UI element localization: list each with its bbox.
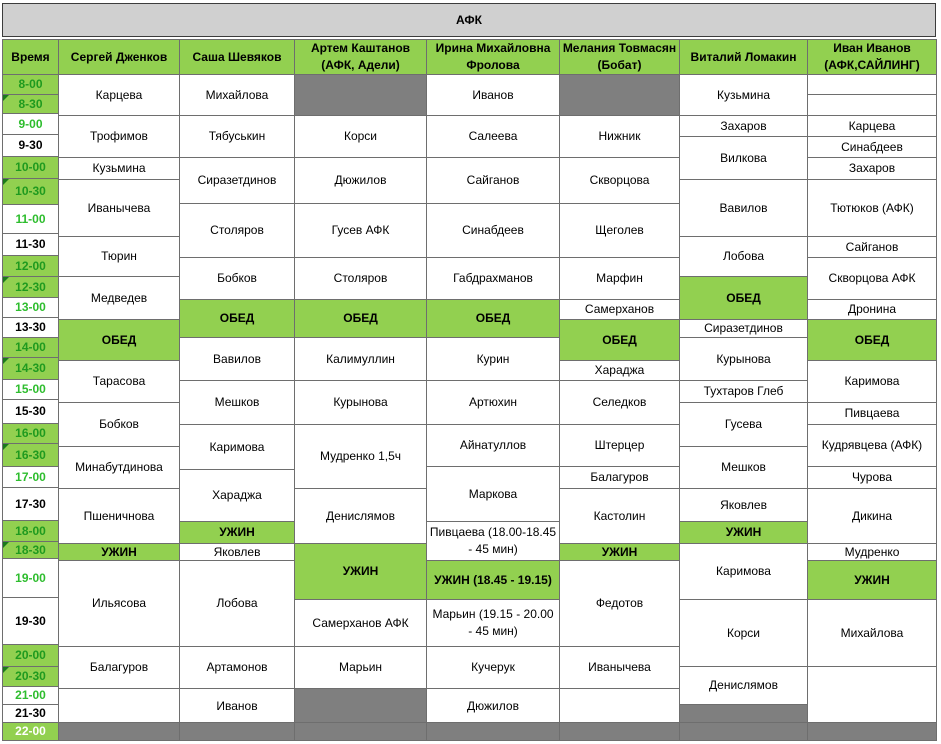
time-slot[interactable]: 21-00 xyxy=(2,686,59,705)
closing-row-cell[interactable] xyxy=(679,722,808,741)
session-cell[interactable]: Хараджа xyxy=(559,360,680,381)
session-cell[interactable]: Денислямов xyxy=(679,666,808,705)
cell-marker-icon xyxy=(3,95,9,101)
closing-row-cell[interactable] xyxy=(58,722,180,741)
session-cell[interactable]: Самерханов xyxy=(559,299,680,320)
session-cell[interactable]: Медведев xyxy=(58,276,180,320)
break-cell[interactable]: УЖИН xyxy=(294,543,427,600)
session-cell[interactable]: Марьин (19.15 - 20.00 - 45 мин) xyxy=(426,599,560,647)
time-slot[interactable]: 22-00 xyxy=(2,722,59,741)
session-cell[interactable]: Курин xyxy=(426,337,560,381)
time-slot[interactable]: 11-00 xyxy=(2,204,59,234)
column-header-7[interactable]: Иван Иванов (АФК,САЙЛИНГ) xyxy=(807,39,937,75)
session-cell[interactable]: Балагуров xyxy=(58,646,180,689)
session-cell[interactable]: Иванычева xyxy=(58,179,180,237)
time-slot[interactable]: 18-30 xyxy=(2,541,59,559)
session-cell[interactable]: Лобова xyxy=(179,560,295,647)
time-slot[interactable]: 21-30 xyxy=(2,704,59,723)
break-cell[interactable]: УЖИН xyxy=(807,560,937,600)
session-cell[interactable]: Иванов xyxy=(179,688,295,725)
session-cell[interactable]: Вавилов xyxy=(679,179,808,237)
session-cell[interactable]: Мешков xyxy=(179,380,295,425)
session-cell[interactable]: Вавилов xyxy=(179,337,295,381)
time-slot[interactable]: 14-30 xyxy=(2,357,59,380)
time-slot[interactable]: 12-30 xyxy=(2,276,59,298)
session-cell[interactable]: Тютюков (АФК) xyxy=(807,179,937,237)
session-cell[interactable]: Пшеничнова xyxy=(58,488,180,544)
sheet-title[interactable]: АФК xyxy=(2,3,936,37)
break-cell[interactable]: ОБЕД xyxy=(294,299,427,338)
cell-marker-icon xyxy=(3,277,9,283)
session-cell[interactable]: Маркова xyxy=(426,466,560,522)
column-header-4[interactable]: Ирина Михайловна Фролова xyxy=(426,39,560,75)
closing-row-cell[interactable] xyxy=(426,722,560,741)
session-cell[interactable]: Каримова xyxy=(679,543,808,600)
column-header-5[interactable]: Мелания Товмасян (Бобат) xyxy=(559,39,680,75)
session-cell[interactable]: Калимуллин xyxy=(294,337,427,381)
time-slot[interactable]: 19-00 xyxy=(2,558,59,598)
time-slot[interactable]: 12-00 xyxy=(2,255,59,277)
session-cell[interactable]: Карцева xyxy=(807,115,937,137)
session-cell[interactable]: Федотов xyxy=(559,560,680,647)
closing-row-cell[interactable] xyxy=(559,722,680,741)
empty-cell[interactable] xyxy=(807,94,937,116)
session-cell[interactable]: Мешков xyxy=(679,446,808,489)
session-cell[interactable]: Кузьмина xyxy=(58,157,180,180)
session-cell[interactable]: Дюжилов xyxy=(294,157,427,204)
session-cell[interactable]: Артюхин xyxy=(426,380,560,425)
closing-row-cell[interactable] xyxy=(294,722,427,741)
session-cell[interactable]: Курынова xyxy=(679,337,808,381)
session-cell[interactable]: Дронина xyxy=(807,299,937,320)
session-cell[interactable]: Иванычева xyxy=(559,646,680,689)
session-cell[interactable]: Синабдеев xyxy=(426,203,560,258)
session-cell[interactable]: Яковлев xyxy=(679,488,808,522)
cell-marker-icon xyxy=(3,444,9,450)
session-cell[interactable]: Трофимов xyxy=(58,115,180,158)
session-cell[interactable]: Балагуров xyxy=(559,466,680,489)
time-slot[interactable]: 17-30 xyxy=(2,487,59,521)
session-cell[interactable]: Тарасова xyxy=(58,360,180,403)
break-cell[interactable]: ОБЕД xyxy=(559,319,680,361)
column-header-3[interactable]: Артем Каштанов (АФК, Адели) xyxy=(294,39,427,75)
session-cell[interactable]: Бобков xyxy=(179,257,295,300)
session-cell[interactable]: Тухтаров Глеб xyxy=(679,380,808,403)
cell-marker-icon xyxy=(3,667,9,673)
session-cell[interactable]: Яковлев xyxy=(179,543,295,561)
time-column-header[interactable]: Время xyxy=(2,39,59,75)
session-cell[interactable]: Ильясова xyxy=(58,560,180,647)
session-cell[interactable]: Салеева xyxy=(426,115,560,158)
session-cell[interactable]: Сайганов xyxy=(426,157,560,204)
session-cell[interactable]: Лобова xyxy=(679,236,808,277)
session-cell[interactable]: Синабдеев xyxy=(807,136,937,158)
session-cell[interactable]: Тябуськин xyxy=(179,115,295,158)
time-slot[interactable]: 20-00 xyxy=(2,644,59,667)
session-cell[interactable]: Корси xyxy=(679,599,808,667)
session-cell[interactable]: Карцева xyxy=(58,74,180,116)
session-cell[interactable]: Михайлова xyxy=(179,74,295,116)
session-cell[interactable]: Дикина xyxy=(807,488,937,544)
cell-marker-icon xyxy=(3,179,9,185)
time-slot[interactable]: 8-00 xyxy=(2,74,59,95)
session-cell[interactable]: Столяров xyxy=(294,257,427,300)
session-cell[interactable]: Кастолин xyxy=(559,488,680,544)
time-slot[interactable]: 18-00 xyxy=(2,520,59,542)
closing-row-cell[interactable] xyxy=(807,722,937,741)
session-cell[interactable]: Мудренко xyxy=(807,543,937,561)
session-cell[interactable]: Скворцова xyxy=(559,157,680,204)
session-cell[interactable]: Каримова xyxy=(807,360,937,403)
session-cell[interactable]: Хараджа xyxy=(179,469,295,522)
cell-marker-icon xyxy=(3,542,9,548)
session-cell[interactable]: Бобков xyxy=(58,402,180,447)
session-cell[interactable]: Кудрявцева (АФК) xyxy=(807,424,937,467)
time-slot[interactable]: 10-00 xyxy=(2,156,59,179)
break-cell[interactable]: УЖИН xyxy=(58,543,180,561)
time-slot[interactable]: 9-30 xyxy=(2,134,59,157)
cell-marker-icon xyxy=(3,358,9,364)
column-header-6[interactable]: Виталий Ломакин xyxy=(679,39,808,75)
unavailable-cell[interactable] xyxy=(559,74,680,116)
session-cell[interactable]: Тюрин xyxy=(58,236,180,277)
time-slot[interactable]: 17-00 xyxy=(2,466,59,488)
time-slot[interactable]: 14-00 xyxy=(2,337,59,358)
session-cell[interactable]: Каримова xyxy=(179,424,295,470)
empty-cell[interactable] xyxy=(807,74,937,95)
break-cell[interactable]: ОБЕД xyxy=(179,299,295,338)
session-cell[interactable]: Габдрахманов xyxy=(426,257,560,300)
time-slot[interactable]: 20-30 xyxy=(2,666,59,687)
session-cell[interactable]: Пивцаева (18.00-18.45 - 45 мин) xyxy=(426,521,560,561)
session-cell[interactable]: Марфин xyxy=(559,257,680,300)
session-cell[interactable]: Самерханов АФК xyxy=(294,599,427,647)
break-cell[interactable]: УЖИН xyxy=(679,521,808,544)
break-cell[interactable]: ОБЕД xyxy=(679,276,808,320)
session-cell[interactable]: Курынова xyxy=(294,380,427,425)
time-slot[interactable]: 15-30 xyxy=(2,399,59,424)
time-slot[interactable]: 10-30 xyxy=(2,178,59,205)
schedule-sheet xyxy=(2,3,937,741)
session-cell[interactable]: Кучерук xyxy=(426,646,560,689)
session-cell[interactable]: Штерцер xyxy=(559,424,680,467)
session-cell[interactable]: Столяров xyxy=(179,203,295,258)
time-slot[interactable]: 16-00 xyxy=(2,423,59,444)
break-cell[interactable]: ОБЕД xyxy=(807,319,937,361)
time-slot[interactable]: 11-30 xyxy=(2,233,59,256)
break-cell[interactable]: ОБЕД xyxy=(426,299,560,338)
session-cell[interactable]: Захаров xyxy=(807,157,937,180)
time-slot[interactable]: 19-30 xyxy=(2,597,59,645)
session-cell[interactable]: Селедков xyxy=(559,380,680,425)
time-slot[interactable]: 16-30 xyxy=(2,443,59,467)
closing-row-cell[interactable] xyxy=(179,722,295,741)
break-cell[interactable]: УЖИН xyxy=(559,543,680,561)
session-cell[interactable]: Михайлова xyxy=(807,599,937,667)
break-cell[interactable]: ОБЕД xyxy=(58,319,180,361)
session-cell[interactable]: Айнатуллов xyxy=(426,424,560,467)
session-cell[interactable]: Сиразетдинов xyxy=(179,157,295,204)
session-cell[interactable]: Дюжилов xyxy=(426,688,560,725)
session-cell[interactable]: Сайганов xyxy=(807,236,937,258)
session-cell[interactable]: Вилкова xyxy=(679,136,808,180)
session-cell[interactable]: Минабутдинова xyxy=(58,446,180,489)
session-cell[interactable]: Гусев АФК xyxy=(294,203,427,258)
break-cell[interactable]: УЖИН xyxy=(179,521,295,544)
session-cell[interactable]: Артамонов xyxy=(179,646,295,689)
time-slot[interactable]: 15-00 xyxy=(2,379,59,400)
column-header-1[interactable]: Сергей Дженков xyxy=(58,39,180,75)
session-cell[interactable]: Иванов xyxy=(426,74,560,116)
break-cell[interactable]: УЖИН (18.45 - 19.15) xyxy=(426,560,560,600)
session-cell[interactable]: Чурова xyxy=(807,466,937,489)
session-cell[interactable]: Марьин xyxy=(294,646,427,689)
session-cell[interactable]: Сиразетдинов xyxy=(679,319,808,338)
column-header-2[interactable]: Саша Шевяков xyxy=(179,39,295,75)
session-cell[interactable]: Гусева xyxy=(679,402,808,447)
session-cell[interactable]: Корси xyxy=(294,115,427,158)
session-cell[interactable]: Кузьмина xyxy=(679,74,808,116)
session-cell[interactable]: Денислямов xyxy=(294,488,427,544)
time-slot[interactable]: 13-00 xyxy=(2,297,59,318)
session-cell[interactable]: Мудренко 1,5ч xyxy=(294,424,427,489)
session-cell[interactable]: Скворцова АФК xyxy=(807,257,937,300)
session-cell[interactable]: Пивцаева xyxy=(807,402,937,425)
time-slot[interactable]: 13-30 xyxy=(2,317,59,338)
unavailable-cell[interactable] xyxy=(294,74,427,116)
time-slot[interactable]: 9-00 xyxy=(2,113,59,135)
session-cell[interactable]: Захаров xyxy=(679,115,808,137)
session-cell[interactable]: Щеголев xyxy=(559,203,680,258)
session-cell[interactable]: Нижник xyxy=(559,115,680,158)
time-slot[interactable]: 8-30 xyxy=(2,94,59,114)
